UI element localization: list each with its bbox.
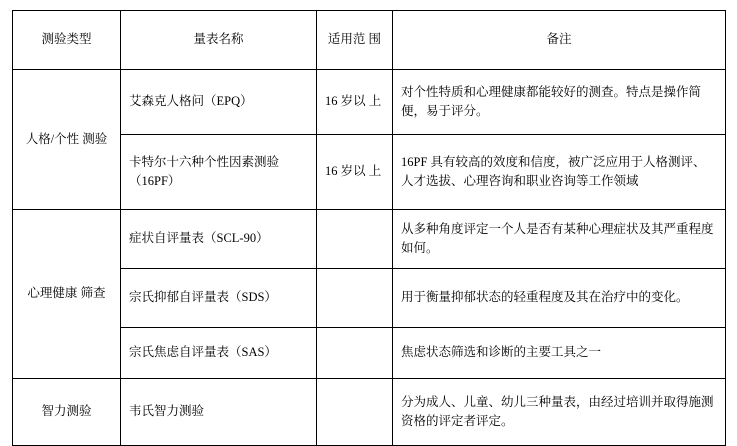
cell-scale-name: 宗氏焦虑自评量表（SAS） xyxy=(121,328,317,379)
cell-range xyxy=(317,328,393,379)
cell-range xyxy=(317,269,393,328)
cell-scale-name: 卡特尔十六种个性因素测验（16PF） xyxy=(121,135,317,210)
cell-note: 分为成人、儿童、幼儿三种量表，由经过培训并取得施测资格的评定者评定。 xyxy=(393,379,726,446)
cell-range xyxy=(317,210,393,269)
table-row xyxy=(13,210,726,269)
cell-range: 16 岁以 上 xyxy=(317,135,393,210)
cell-category: 心理健康 筛查 xyxy=(13,210,121,379)
cell-category: 智力测验 xyxy=(13,379,121,446)
table-header-row xyxy=(13,11,726,70)
table-row xyxy=(13,379,726,446)
cell-scale-name: 艾森克人格问（EPQ） xyxy=(121,70,317,135)
cell-category: 人格/个性 测验 xyxy=(13,70,121,210)
cell-note: 对个性特质和心理健康都能较好的测查。特点是操作简便，易于评分。 xyxy=(393,70,726,135)
cell-note: 用于衡量抑郁状态的轻重程度及其在治疗中的变化。 xyxy=(393,269,726,328)
psychological-scale-table xyxy=(12,10,726,446)
header-scale-name: 量表名称 xyxy=(121,11,317,70)
header-remarks: 备注 xyxy=(393,11,726,70)
cell-note: 从多种角度评定一个人是否有某种心理症状及其严重程度如何。 xyxy=(393,210,726,269)
cell-scale-name: 症状自评量表（SCL-90） xyxy=(121,210,317,269)
cell-range: 16 岁以 上 xyxy=(317,70,393,135)
cell-note: 焦虑状态筛选和诊断的主要工具之一 xyxy=(393,328,726,379)
cell-note: 16PF 具有较高的效度和信度，被广泛应用于人格测评、人才选拔、心理咨询和职业咨询等工作领域 xyxy=(393,135,726,210)
cell-scale-name: 韦氏智力测验 xyxy=(121,379,317,446)
header-test-type: 测验类型 xyxy=(13,11,121,70)
cell-scale-name: 宗氏抑郁自评量表（SDS） xyxy=(121,269,317,328)
cell-range xyxy=(317,379,393,446)
table-row xyxy=(13,70,726,135)
header-applicable-range: 适用范 围 xyxy=(317,11,393,70)
